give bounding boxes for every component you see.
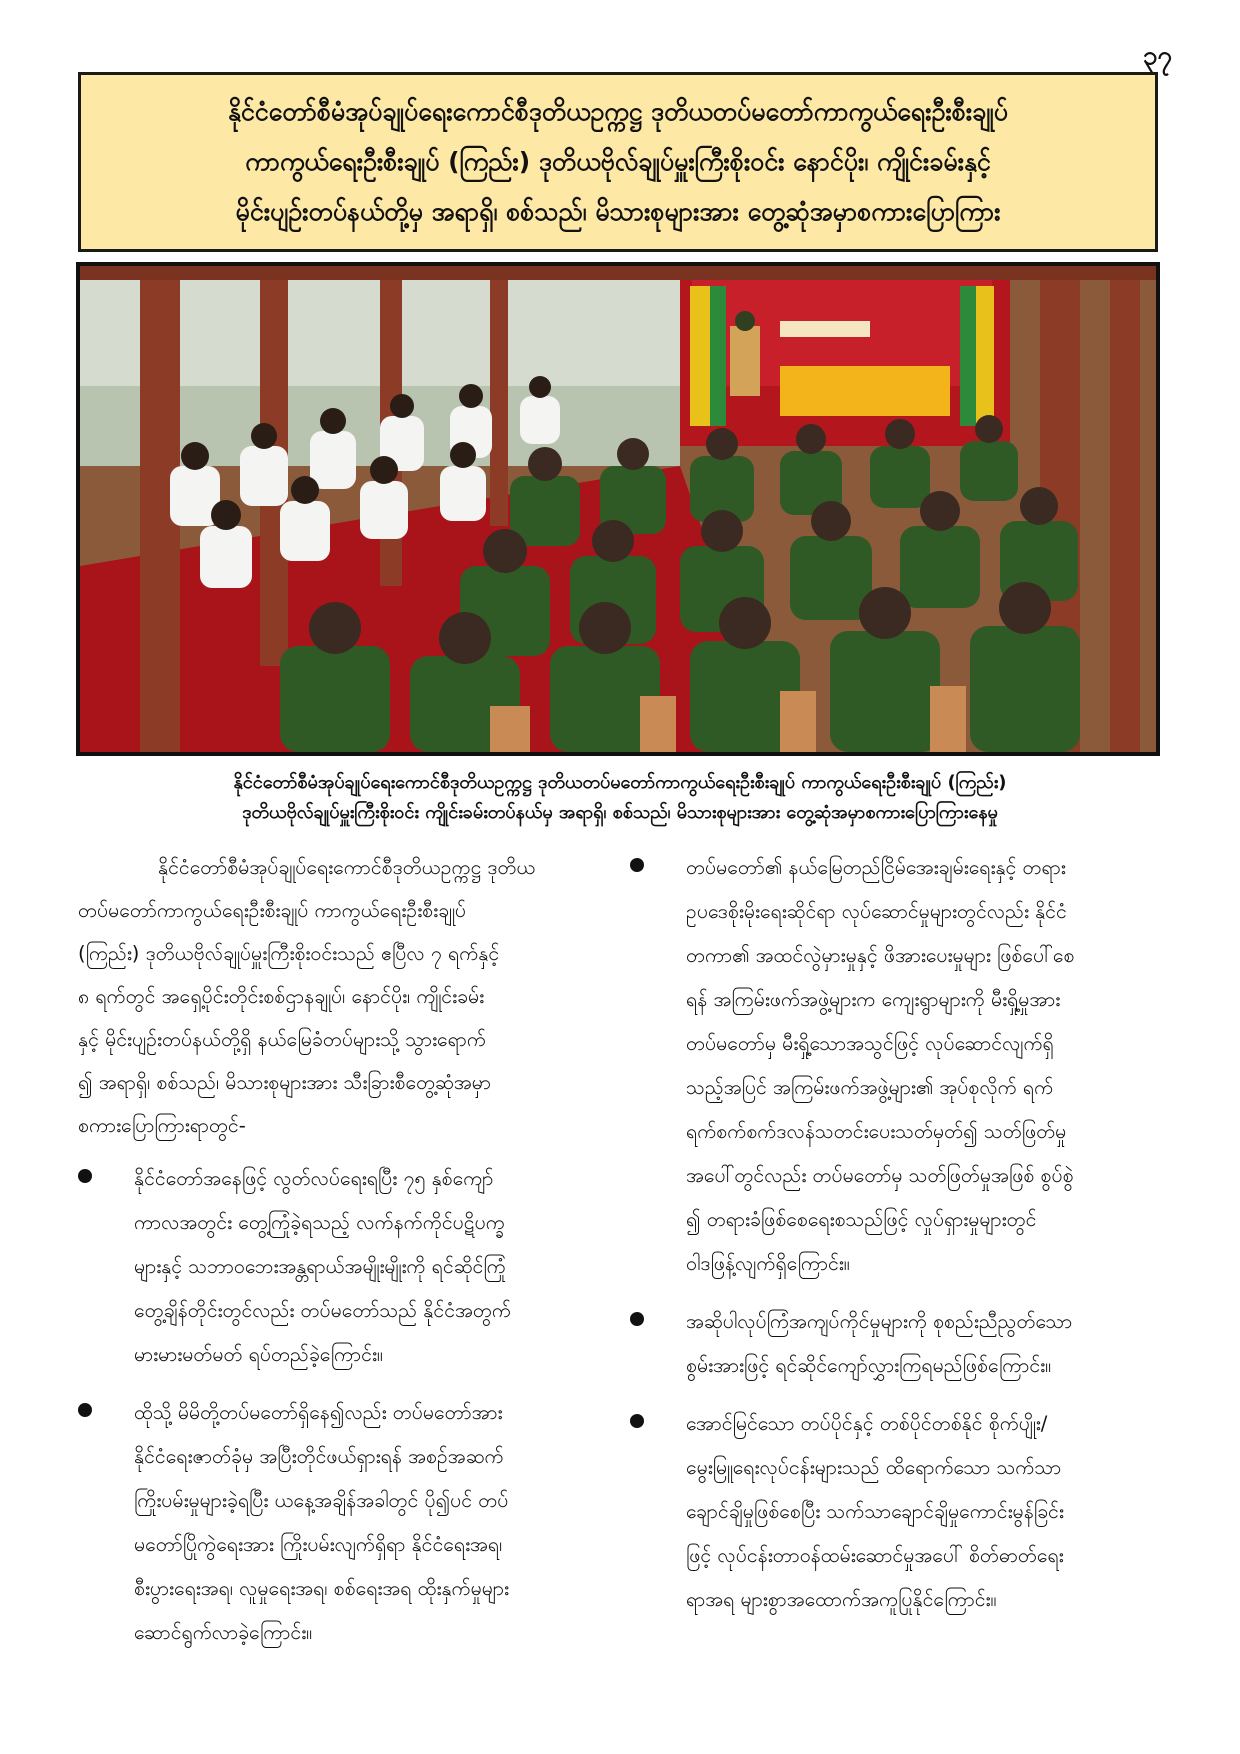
intro-line: ၈ ရက်တွင် အရှေ့ပိုင်းတိုင်းစစ်ဌာနချုပ်၊ နောင်ပိုး၊ ကျိုင်းခမ်း [78, 985, 485, 1008]
bullet-line: ထိုသို့ မိမိတို့တပ်မတော်ရှိနေ၍လည်း တပ်မတော်အား [134, 1401, 503, 1424]
bullet-line: မားမားမတ်မတ် ရပ်တည်ခဲ့ကြောင်း။ [134, 1343, 383, 1366]
intro-line: တပ်မတော်ကာကွယ်ရေးဦးစီးချုပ် ကာကွယ်ရေးဦးစီးချုပ် [78, 899, 467, 922]
meeting-hall-illustration [80, 266, 1156, 752]
headline-line: ကာကွယ်ရေးဦးစီးချုပ် (ကြည်း) ဒုတိယဗိုလ်ချုပ်မှူးကြီးစိုးဝင်း နောင်ပိုး၊ ကျိုင်းခမ်းနှင့် [245, 147, 991, 176]
headline-line: မိုင်းပျဉ်းတပ်နယ်တို့မှ အရာရှိ၊ စစ်သည်၊ မိသားစုများအား တွေ့ဆုံအမှာစကားပြောကြား [235, 197, 1001, 226]
headline-box [78, 72, 1158, 252]
bullet-line: နိုင်ငံရေးဇာတ်ခုံမှ အပြီးတိုင်ဖယ်ရှားရန် အစဉ်အဆက် [134, 1445, 504, 1468]
bullet-line: ဥပဒေစိုးမိုးရေးဆိုင်ရာ လုပ်ဆောင်မှုများတွင်လည်း နိုင်ငံ [686, 900, 1067, 923]
caption-line: နိုင်ငံတော်စီမံအုပ်ချုပ်ရေးကောင်စီဒုတိယဥက္ကဋ္ဌ ဒုတိယတပ်မတော်ကာကွယ်ရေးဦးစီးချုပ် ကာကွယ်ရေးဦးစီးချုပ် (ကြည်း) [233, 772, 1007, 793]
caption-line: ဒုတိယဗိုလ်ချုပ်မှူးကြီးစိုးဝင်း ကျိုင်းခမ်းတပ်နယ်မှ အရာရှိ၊ စစ်သည်၊ မိသားစုများအား တွေ့ဆုံအမှာစကားပြောကြားနေမှု [242, 802, 998, 823]
meeting-photo [76, 262, 1160, 756]
bullet-line: တကာ၏ အထင်လွဲမှားမှုနှင့် ဖိအားပေးမှုများ ဖြစ်ပေါ်စေ [686, 944, 1075, 967]
bullet-item [630, 1300, 1160, 1388]
bullet-line: များနှင့် သဘာဝဘေးအန္တရာယ်အမျိုးမျိုးကို ရင်ဆိုင်ကြုံ [134, 1255, 506, 1278]
bullet-dot-icon [630, 1414, 644, 1428]
bullet-line: ကာလအတွင်း တွေ့ကြုံခဲ့ရသည့် လက်နက်ကိုင်ပဋိပက္ခ [134, 1211, 505, 1234]
right-column [630, 846, 1160, 1636]
bullet-line: သည့်အပြင် အကြမ်းဖက်အဖွဲ့များ၏ အုပ်စုလိုက် ရက် [686, 1076, 1054, 1099]
intro-line: နှင့် မိုင်းပျဉ်းတပ်နယ်တို့ရှိ နယ်မြေခံတပ်များသို့ သွားရောက် [78, 1028, 486, 1051]
bullet-dot-icon [630, 858, 644, 872]
bullet-line: ချောင်ချိမှုဖြစ်စေပြီး သက်သာချောင်ချိမှုကောင်းမွန်ခြင်း [686, 1500, 1064, 1523]
bullet-line: တပ်မတော်မှ မီးရှို့သောအသွင်ဖြင့် လုပ်ဆောင်လျက်ရှိ [686, 1032, 1054, 1055]
bullet-line: ဆောင်ရွက်လာခဲ့ကြောင်း။ [134, 1621, 313, 1644]
bullet-line: ရက်စက်စက်ဒလန်သတင်းပေးသတ်မှတ်၍ သတ်ဖြတ်မှု [686, 1120, 1067, 1143]
bullet-line: နိုင်ငံတော်အနေဖြင့် လွတ်လပ်ရေးရပြီး ၇၅ နှစ်ကျော် [134, 1167, 494, 1190]
intro-line: (ကြည်း) ဒုတိယဗိုလ်ချုပ်မှူးကြီးစိုးဝင်းသည် ဧပြီလ ၇ ရက်နှင့် [78, 942, 500, 965]
bullet-line: မတော်ပြိုကွဲရေးအား ကြိုးပမ်းလျက်ရှိရာ နိုင်ငံရေးအရ၊ [134, 1533, 503, 1556]
bullet-item [630, 1402, 1160, 1622]
intro-line: စကားပြောကြားရာတွင်- [78, 1114, 246, 1137]
bullet-line: အပေါ်တွင်လည်း တပ်မတော်မှ သတ်ဖြတ်မှုအဖြစ် စွပ်စွဲ [686, 1164, 1074, 1187]
bullet-line: ရာအရ များစွာအထောက်အကူပြုနိုင်ကြောင်း။ [686, 1588, 997, 1611]
intro-line: နိုင်ငံတော်စီမံအုပ်ချုပ်ရေးကောင်စီဒုတိယဥက္ကဋ္ဌ ဒုတိယ [158, 856, 536, 879]
page-number: ၃၇ [1142, 41, 1172, 71]
bullet-line: တပ်မတော်၏ နယ်မြေတည်ငြိမ်အေးချမ်းရေးနှင့် တရား [686, 856, 1066, 879]
bullet-item [78, 1391, 608, 1655]
bullet-item [78, 1157, 608, 1377]
bullet-line: ၍ တရားခံဖြစ်စေရေးစသည်ဖြင့် လှုပ်ရှားမှုများတွင် [686, 1208, 1037, 1231]
bullet-line: စွမ်းအားဖြင့် ရင်ဆိုင်ကျော်လွှားကြရမည်ဖြစ်ကြောင်း။ [686, 1354, 1052, 1377]
intro-line: ၍ အရာရှိ၊ စစ်သည်၊ မိသားစုများအား သီးခြားစီတွေ့ဆုံအမှာ [78, 1071, 491, 1094]
bullet-line: စီးပွားရေးအရ၊ လူမှုရေးအရ၊ စစ်ရေးအရ ထိုးနှက်မှုများ [134, 1577, 509, 1600]
bullet-line: ဖြင့် လုပ်ငန်းတာဝန်ထမ်းဆောင်မှုအပေါ် စိတ်ဓာတ်ရေး [686, 1544, 1064, 1567]
headline-line: နိုင်ငံတော်စီမံအုပ်ချုပ်ရေးကောင်စီဒုတိယဥက္ကဋ္ဌ ဒုတိယတပ်မတော်ကာကွယ်ရေးဦးစီးချုပ် [228, 97, 1008, 126]
bullet-item [630, 846, 1160, 1286]
bullet-line: တွေ့ချိန်တိုင်းတွင်လည်း တပ်မတော်သည် နိုင်ငံအတွက် [134, 1299, 511, 1322]
bullet-line: ရန် အကြမ်းဖက်အဖွဲ့များက ကျေးရွာများကို မီးရှို့မှုအား [686, 988, 1061, 1011]
bullet-line: အဆိုပါလုပ်ကြံအကျပ်ကိုင်မှုများကို စုစည်းညီညွတ်သော [686, 1310, 1073, 1333]
bullet-line: ကြိုးပမ်းမှုများခဲ့ရပြီး ယနေ့အချိန်အခါတွင် ပို၍ပင် တပ် [134, 1489, 509, 1512]
bullet-line: မွေးမြူရေးလုပ်ငန်းများသည် ထိရောက်သော သက်သာ [686, 1456, 1062, 1479]
photo-caption [60, 768, 1180, 828]
bullet-line: အောင်မြင်သော တပ်ပိုင်နှင့် တစ်ပိုင်တစ်နိုင် စိုက်ပျိုး/ [686, 1412, 1048, 1435]
left-column [78, 846, 608, 1669]
bullet-dot-icon [630, 1312, 644, 1326]
intro-paragraph [78, 846, 608, 1147]
bullet-dot-icon [78, 1169, 92, 1183]
bullet-dot-icon [78, 1403, 92, 1417]
bullet-line: ဝါဒဖြန့်လျက်ရှိကြောင်း။ [686, 1252, 850, 1275]
